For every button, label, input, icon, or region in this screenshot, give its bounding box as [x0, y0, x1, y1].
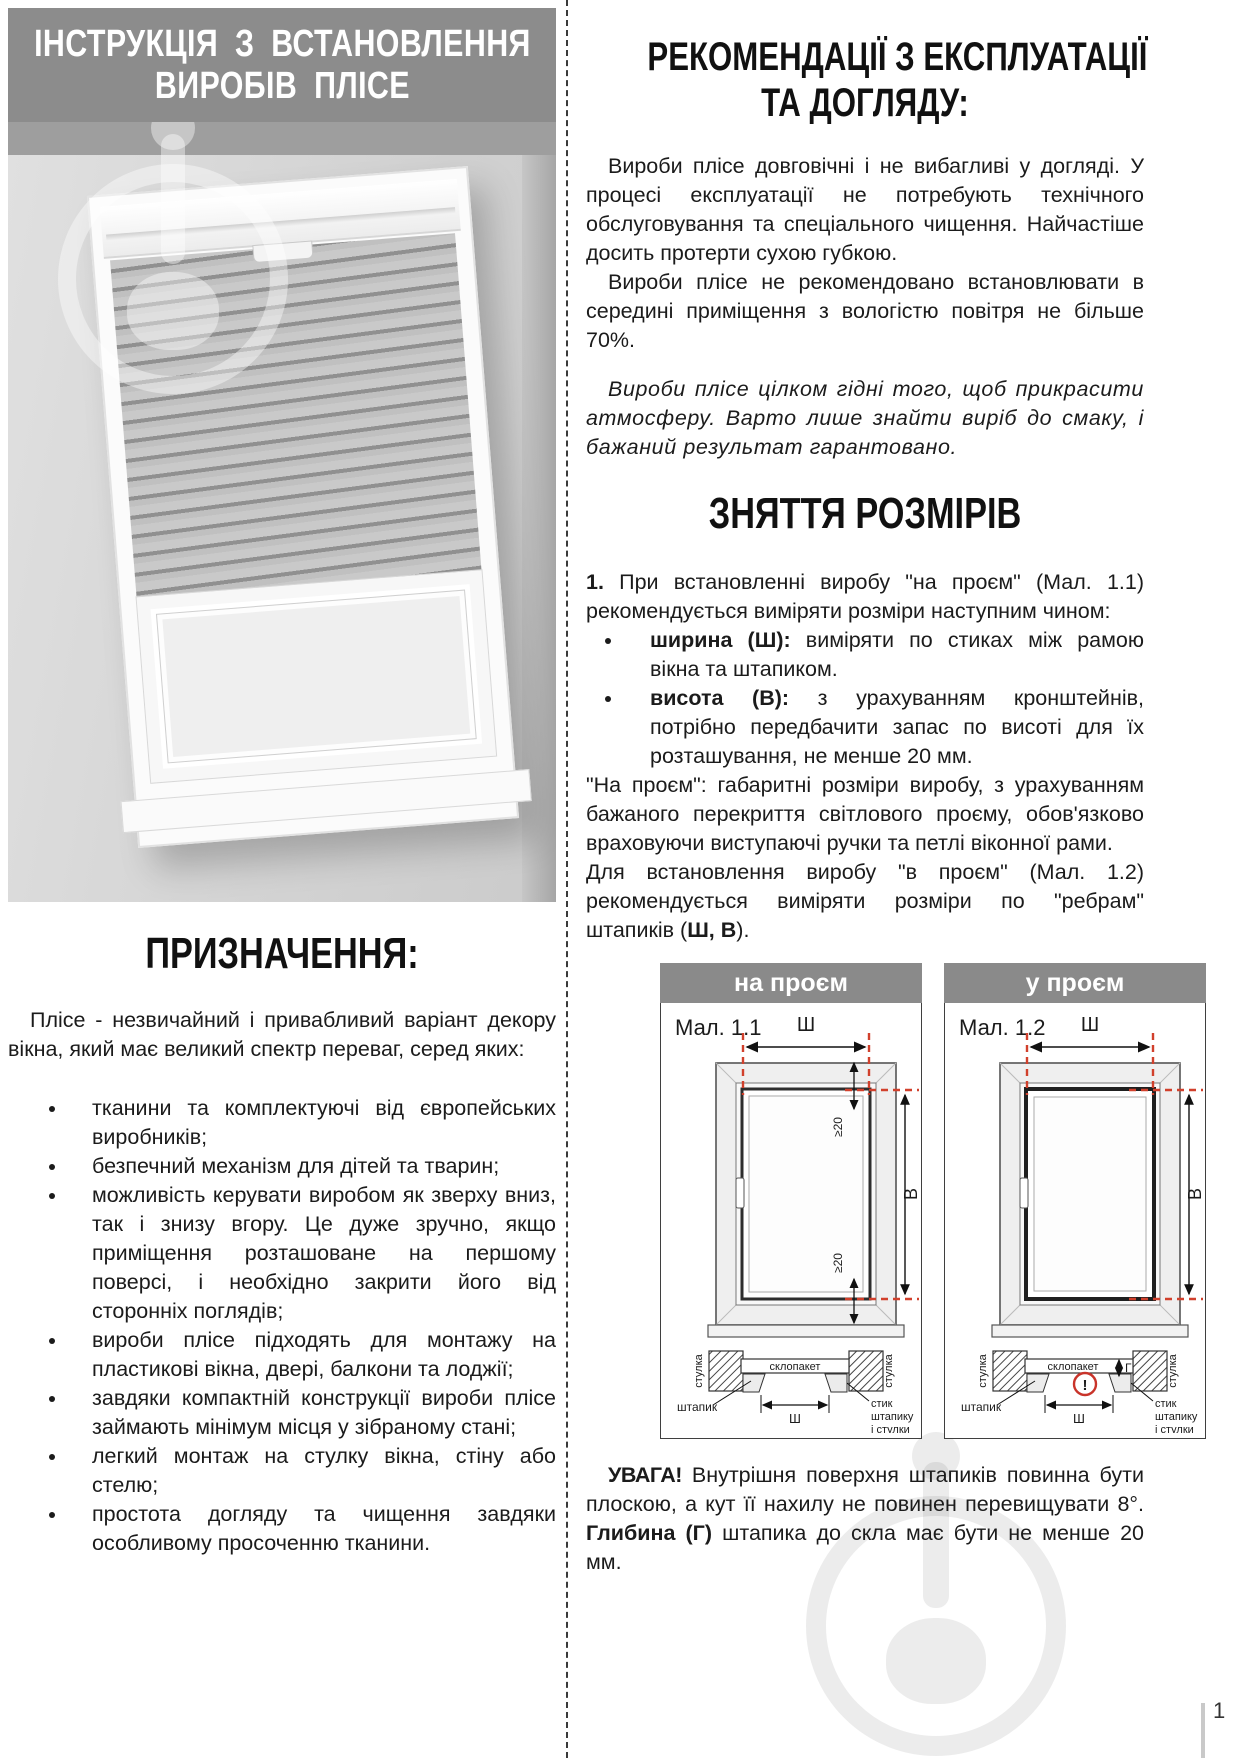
sizing-step-1: 1. При встановленні виробу "на проєм" (Мал. 1.1) рекомендується виміряти розміри наступним чином:: [586, 570, 1144, 623]
depth-label: Г: [1125, 1361, 1132, 1375]
diagram-na-proem: [660, 963, 922, 1439]
na-proem-paragraph: "На проєм": габаритні розміри виробу, з урахуванням бажаного перекриття світлового проєму, обов'язково враховуючи виступаючі ручки та петлі віконної рами.: [586, 773, 1144, 855]
product-photo: [8, 122, 556, 902]
sizing-bullet-list: [586, 626, 1144, 771]
cross-section: [961, 1351, 1198, 1433]
svg-text:≥20: ≥20: [831, 1253, 845, 1273]
sizing-heading: ЗНЯТТЯ РОЗМІРІВ: [708, 489, 1022, 538]
step-number: 1.: [586, 570, 604, 594]
purpose-section: [8, 910, 556, 1558]
dim-height-label: В: [1185, 1187, 1204, 1201]
sash-label-left: стулка: [693, 1354, 705, 1388]
list-item: • завдяки компактній конструкції вироби плісе займають мінімум місця у зібраному стані;: [68, 1384, 556, 1442]
page-number-bar: [1201, 1703, 1205, 1758]
window-with-pleated-blind: [87, 166, 519, 848]
window-handle: [736, 1178, 744, 1208]
dim-width-label: Ш: [796, 1014, 816, 1036]
svg-text:штапику: штапику: [1155, 1411, 1198, 1423]
list-item: • простота догляду та чищення завдяки особливому просоченню тканини.: [68, 1500, 556, 1558]
diagram-figure-1-1: [661, 1003, 920, 1433]
left-header-banner: [8, 8, 556, 122]
list-item: • ширина (Ш): виміряти по стиках між рамою вікна та штапиком.: [624, 626, 1144, 684]
glazing-label: склопакет: [769, 1361, 821, 1373]
dim-width-label: Ш: [1080, 1014, 1100, 1036]
list-item: • легкий монтаж на стулку вікна, стіну або стелю;: [68, 1442, 556, 1500]
bead-label: штапик: [961, 1400, 1002, 1414]
list-item: • вироби плісе підходять для монтажу на пластикові вікна, двері, балкони та лоджії;: [68, 1326, 556, 1384]
page-number: 1: [1213, 1698, 1226, 1723]
svg-text:стик: стик: [871, 1398, 893, 1410]
spacer: [586, 355, 1144, 375]
svg-text:штапику: штапику: [871, 1411, 914, 1423]
sash-label-right: стулка: [883, 1354, 895, 1388]
care-paragraph-1: Вироби плісе довговічні і не вибагливі у догляді. У процесі експлуатації не потребують технічного обслуговування та спеціального чищення. Найчастіше досить протерти сухою губкою.: [586, 154, 1144, 265]
diagram-header: на проєм: [660, 963, 922, 1003]
list-item: • тканини та комплектуючі від європейських виробників;: [68, 1094, 556, 1152]
diagram-u-proem: [944, 963, 1206, 1439]
cs-width-label: Ш: [789, 1411, 801, 1426]
window-handle: [1020, 1178, 1028, 1208]
svg-text:стик: стик: [1155, 1398, 1177, 1410]
sash-label-right: стулка: [1167, 1354, 1179, 1388]
svg-text:≥20: ≥20: [831, 1117, 845, 1137]
attention-paragraph: УВАГА! Внутрішня поверхня штапиків повинна бути плоскою, а кут її нахилу не повинен перевищувати 8°. Глибина (Г) штапика до скла має бути не менше 20 мм.: [586, 1463, 1144, 1574]
cross-section: [677, 1351, 914, 1433]
diagram-figure-1-2: [945, 1003, 1204, 1433]
photo-ceiling-strip: [8, 122, 556, 155]
left-header-line2: ВИРОБІВ ПЛІСЕ: [154, 65, 410, 107]
care-heading: РЕКОМЕНДАЦІЇ З ЕКСПЛУАТАЦІЇ ТА ДОГЛЯДУ:: [647, 35, 1148, 125]
purpose-heading: ПРИЗНАЧЕННЯ:: [145, 929, 419, 978]
svg-text:і стулки: і стулки: [1155, 1424, 1194, 1433]
dim-height-label: В: [901, 1187, 920, 1201]
pleated-fabric: [110, 233, 481, 597]
purpose-intro: Плісе - незвичайний і привабливий варіант декору вікна, який має великий спектр переваг, серед яких:: [8, 1008, 556, 1061]
diagram-header: у проєм: [944, 963, 1206, 1003]
svg-text:!: !: [1082, 1377, 1088, 1394]
care-paragraph-3: Вироби плісе цілком гідні того, щоб прикрасити атмосферу. Варто лише знайти виріб до смаку, і бажаний результат гарантовано.: [586, 377, 1144, 459]
care-paragraph-2: Вироби плісе не рекомендовано встановлювати в середині приміщення з вологістю повітря не більше 70%.: [586, 270, 1144, 352]
right-column: [586, 34, 1204, 1577]
purpose-bullet-list: [8, 1094, 556, 1558]
v-proem-paragraph: Для встановлення виробу "в проєм" (Мал. 1.2) рекомендується виміряти розміри по "ребрам" штапиків (Ш, В).: [586, 860, 1144, 942]
column-divider: [566, 0, 568, 1758]
window-front-view: [708, 1063, 904, 1337]
list-item: • висота (В): з урахуванням кронштейнів, потрібно передбачити запас по висоті для їх розташування, не менше 20 мм.: [624, 684, 1144, 771]
window-glass: [157, 591, 476, 763]
figure-label: Мал. 1.1: [675, 1015, 762, 1040]
glazing-label: склопакет: [1047, 1361, 1099, 1373]
svg-text:і стулки: і стулки: [871, 1424, 910, 1433]
window-lower-sash: [137, 570, 497, 783]
list-item: • безпечний механізм для дітей та тварин;: [68, 1152, 556, 1181]
window-front-view: [992, 1063, 1188, 1337]
sash-label-left: стулка: [977, 1354, 989, 1388]
figure-label: Мал. 1.2: [959, 1015, 1046, 1040]
attention-label: УВАГА!: [608, 1463, 682, 1487]
measuring-diagrams: [586, 963, 1206, 1435]
list-item: • можливість керувати виробом як зверху вниз, так і знизу вгору. Це дуже зручно, якщо приміщення розташоване на першому поверсі, і необхідно закрити його від сторонніх поглядів;: [68, 1181, 556, 1326]
cs-width-label: Ш: [1073, 1411, 1085, 1426]
bead-label: штапик: [677, 1400, 718, 1414]
left-header-line1: ІНСТРУКЦІЯ З ВСТАНОВЛЕННЯ: [33, 23, 531, 65]
